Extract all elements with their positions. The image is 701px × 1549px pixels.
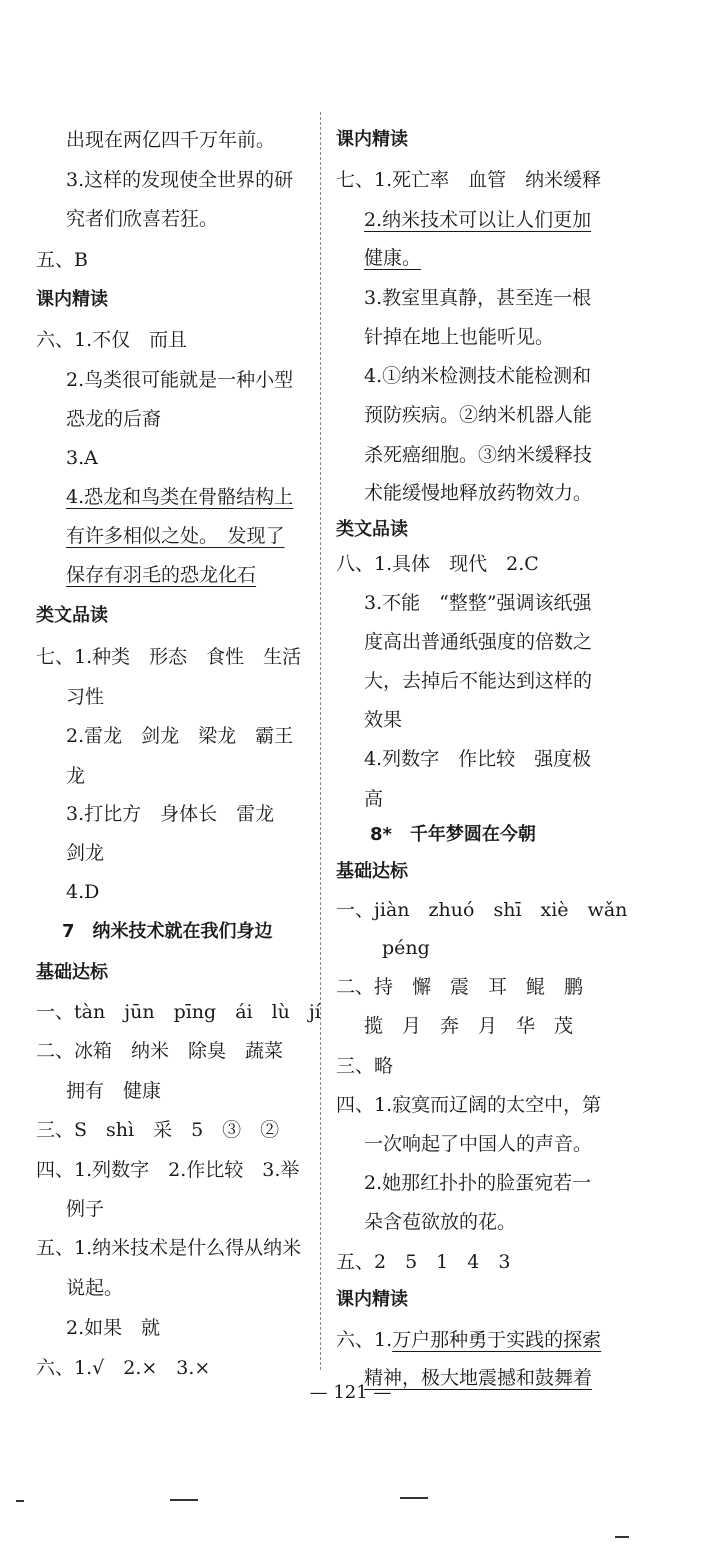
answer-line-underlined: 保存有羽毛的恐龙化石 xyxy=(66,564,257,586)
answer-line: 效果 xyxy=(364,709,403,731)
answer-line: 四、1.寂寞而辽阔的太空中，第 xyxy=(336,1094,602,1116)
answer-line: 一、jiàn zhuó shī xiè wǎn xyxy=(336,899,628,921)
answer-line: 2.她那红扑扑的脸蛋宛若一 xyxy=(364,1172,592,1194)
answer-line-underlined: 精神，极大地震撼和鼓舞着 xyxy=(364,1367,593,1389)
lesson-title: 8* 千年梦圆在今朝 xyxy=(370,824,536,845)
answer-line: 2.如果 就 xyxy=(66,1317,161,1339)
answer-line: 五、B xyxy=(36,249,88,271)
lesson-title: 7 纳米技术就在我们身边 xyxy=(62,921,273,942)
answer-line: 4.①纳米检测技术能检测和 xyxy=(364,365,592,387)
scan-mark xyxy=(16,1500,24,1502)
answer-line: 剑龙 xyxy=(66,842,105,864)
answer-line: 四、1.列数字 2.作比较 3.举 xyxy=(36,1159,300,1181)
answer-line: 拥有 健康 xyxy=(66,1080,162,1102)
left-column xyxy=(0,0,321,1400)
answer-line: 一、tàn jūn pīng ái lù jí xyxy=(36,1001,321,1023)
answer-line: 4.列数字 作比较 强度极 xyxy=(364,748,592,770)
answer-line: 三、S shì 采 5 ③ ② xyxy=(36,1119,280,1141)
answer-line: péng xyxy=(382,937,430,959)
answer-line: 2.雷龙 剑龙 梁龙 霸王 xyxy=(66,725,294,747)
answer-line: 朵含苞欲放的花。 xyxy=(364,1211,517,1233)
answer-line: 二、持 懈 震 耳 鲲 鹏 xyxy=(336,976,584,998)
answer-line: 3.A xyxy=(66,447,98,469)
answer-line-underlined: 健康。 xyxy=(364,247,422,269)
answer-line: 说起。 xyxy=(66,1277,124,1299)
answer-line-underlined: 六、1.万户那种勇于实践的探索 xyxy=(336,1329,602,1351)
answer-line: 究者们欣喜若狂。 xyxy=(66,208,219,230)
answer-line: 五、1.纳米技术是什么得从纳米 xyxy=(36,1237,302,1259)
answer-line-underlined: 2.纳米技术可以让人们更加 xyxy=(364,209,592,231)
answer-line: 术能缓慢地释放药物效力。 xyxy=(364,482,593,504)
answer-line: 杀死癌细胞。③纳米缓释技 xyxy=(364,444,593,466)
answer-line: 针掉在地上也能听见。 xyxy=(364,326,555,348)
scan-mark xyxy=(170,1499,198,1501)
answer-line: 五、2 5 1 4 3 xyxy=(336,1251,511,1273)
answer-line: 高 xyxy=(364,788,384,810)
section-heading: 课内精读 xyxy=(36,289,108,310)
section-heading: 课内精读 xyxy=(336,1289,408,1310)
answer-line: 揽 月 奔 月 华 茂 xyxy=(364,1015,574,1037)
answer-line: 3.教室里真静，甚至连一根 xyxy=(364,287,592,309)
answer-line: 3.打比方 身体长 雷龙 xyxy=(66,803,275,825)
answer-line: 习性 xyxy=(66,686,105,708)
right-column xyxy=(322,0,701,1400)
answer-line: 3.不能 “整整”强调该纸强 xyxy=(364,592,592,614)
answer-line-underlined: 有许多相似之处。 发现了 xyxy=(66,525,285,547)
section-heading: 类文品读 xyxy=(36,605,108,626)
answer-line: 例子 xyxy=(66,1198,105,1220)
column-divider xyxy=(320,112,321,1370)
scan-mark xyxy=(400,1497,428,1499)
answer-line: 六、1.√ 2.× 3.× xyxy=(36,1357,211,1379)
answer-line: 4.D xyxy=(66,881,100,903)
answer-line: 3.这样的发现使全世界的研 xyxy=(66,169,294,191)
answer-line: 出现在两亿四千万年前。 xyxy=(66,129,276,151)
answer-line-underlined: 4.恐龙和鸟类在骨骼结构上 xyxy=(66,486,294,508)
answer-line: 八、1.具体 现代 2.C xyxy=(336,553,539,575)
answer-line: 大，去掉后不能达到这样的 xyxy=(364,670,593,692)
answer-line: 龙 xyxy=(66,765,86,787)
section-heading: 基础达标 xyxy=(336,861,408,882)
section-heading: 课内精读 xyxy=(336,129,408,150)
answer-line: 二、冰箱 纳米 除臭 蔬菜 xyxy=(36,1040,284,1062)
section-heading: 基础达标 xyxy=(36,962,108,983)
answer-line: 2.鸟类很可能就是一种小型 xyxy=(66,369,294,391)
answer-line: 一次响起了中国人的声音。 xyxy=(364,1133,593,1155)
answer-line: 预防疾病。②纳米机器人能 xyxy=(364,404,593,426)
answer-line: 七、1.种类 形态 食性 生活 xyxy=(36,646,302,668)
answer-line: 度高出普通纸强度的倍数之 xyxy=(364,631,593,653)
scan-mark xyxy=(615,1536,629,1538)
answer-line: 恐龙的后裔 xyxy=(66,408,162,430)
page-number: — 121 — xyxy=(309,1382,392,1403)
section-heading: 类文品读 xyxy=(336,519,408,540)
answer-line: 七、1.死亡率 血管 纳米缓释 xyxy=(336,169,602,191)
answer-line: 三、略 xyxy=(336,1055,394,1077)
answer-line: 六、1.不仅 而且 xyxy=(36,329,188,351)
